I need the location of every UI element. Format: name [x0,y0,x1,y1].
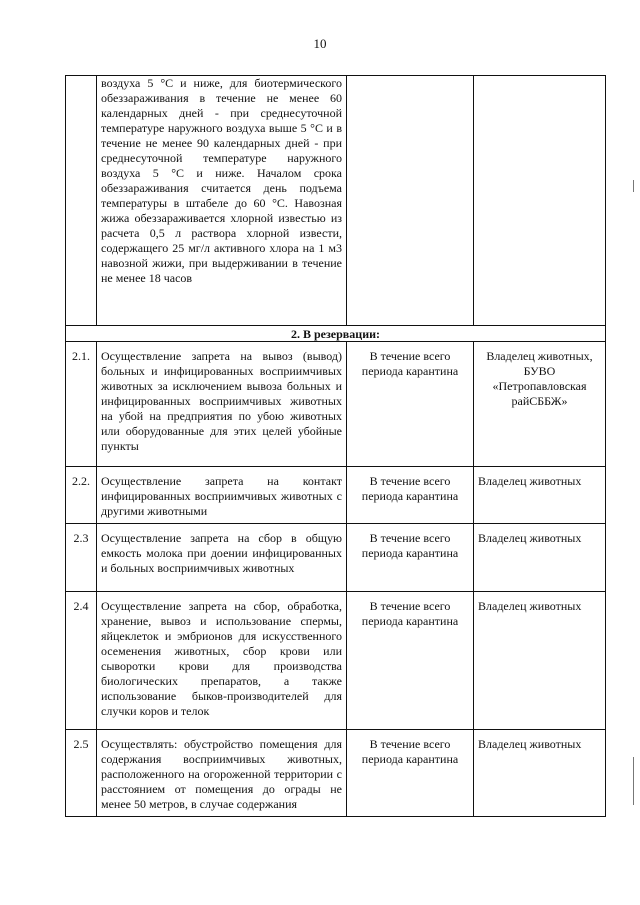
cell-num: 2.3 [66,524,97,592]
cell-term: В течение всего периода карантина [347,467,474,524]
cell-term: В течение всего периода карантина [347,592,474,730]
cell-term: В течение всего периода карантина [347,342,474,467]
cell-responsible: Владелец животных [474,467,606,524]
table-row [66,524,606,592]
cell-action: Осуществление запрета на сбор в общую емкость молока при доении инфицированных и больных восприимчивых животных [97,524,347,592]
cell-num-empty [66,76,97,326]
section-row [66,326,606,342]
cell-responsible: Владелец животных [474,592,606,730]
cell-action: Осуществление запрета на контакт инфицированных восприимчивых животных с другими животными [97,467,347,524]
cell-responsible-empty [474,76,606,326]
cell-term: В течение всего периода карантина [347,524,474,592]
cell-responsible: Владелец животных, БУВО «Петропавловская райСББЖ» [474,342,606,467]
measures-table [65,75,606,817]
cell-action: Осуществление запрета на вывоз (вывод) больных и инфицированных восприимчивых животных за исключением вывоза больных и инфицированных восприимчивых животных на убой на предприятия по убою животных или оборудованные для этих целей убойные пункты [97,342,347,467]
cell-num: 2.5 [66,730,97,817]
cell-num: 2.1. [66,342,97,467]
table-row [66,730,606,817]
cell-responsible: Владелец животных [474,730,606,817]
cell-responsible: Владелец животных [474,524,606,592]
cell-action: Осуществлять: обустройство помещения для содержания восприимчивых животных, расположенного на огороженной территории с расстоянием от помещения до ограды не менее 50 метров, в случае содержания [97,730,347,817]
cell-term: В течение всего периода карантина [347,730,474,817]
measures-table-container [65,75,605,903]
scan-edge-mark [633,757,634,805]
cell-term-empty [347,76,474,326]
section-title: 2. В резервации: [66,326,606,342]
table-row [66,342,606,467]
cell-num: 2.4 [66,592,97,730]
table-row-continuation [66,76,606,326]
table-row [66,467,606,524]
page-number: 10 [313,36,327,51]
table-row [66,592,606,730]
scan-edge-mark [633,180,634,192]
cell-action-continuation: воздуха 5 °С и ниже, для биотермического обеззараживания в течение не менее 60 календарных дней - при среднесуточной температуре наружного воздуха выше 5 °С и в течение не менее 90 календарных дней - при среднесуточной температуре наружного воздуха 5 °С и ниже. Началом срока обеззараживания считается день подъема температуры в штабеле до 60 °С. Навозная жижа обеззараживается хлорной известью из расчета 0,5 л раствора хлорной извести, содержащего 25 мг/л активного хлора на 1 м3 навозной жижи, при выдерживании в течение не менее 18 часов [97,76,347,326]
cell-num: 2.2. [66,467,97,524]
cell-action: Осуществление запрета на сбор, обработка, хранение, вывоз и использование спермы, яйцеклеток и эмбрионов для искусственного осеменения животных, сбор крови или сыворотки крови для производства биологических препаратов, а также использование быков-производителей для случки коров и телок [97,592,347,730]
